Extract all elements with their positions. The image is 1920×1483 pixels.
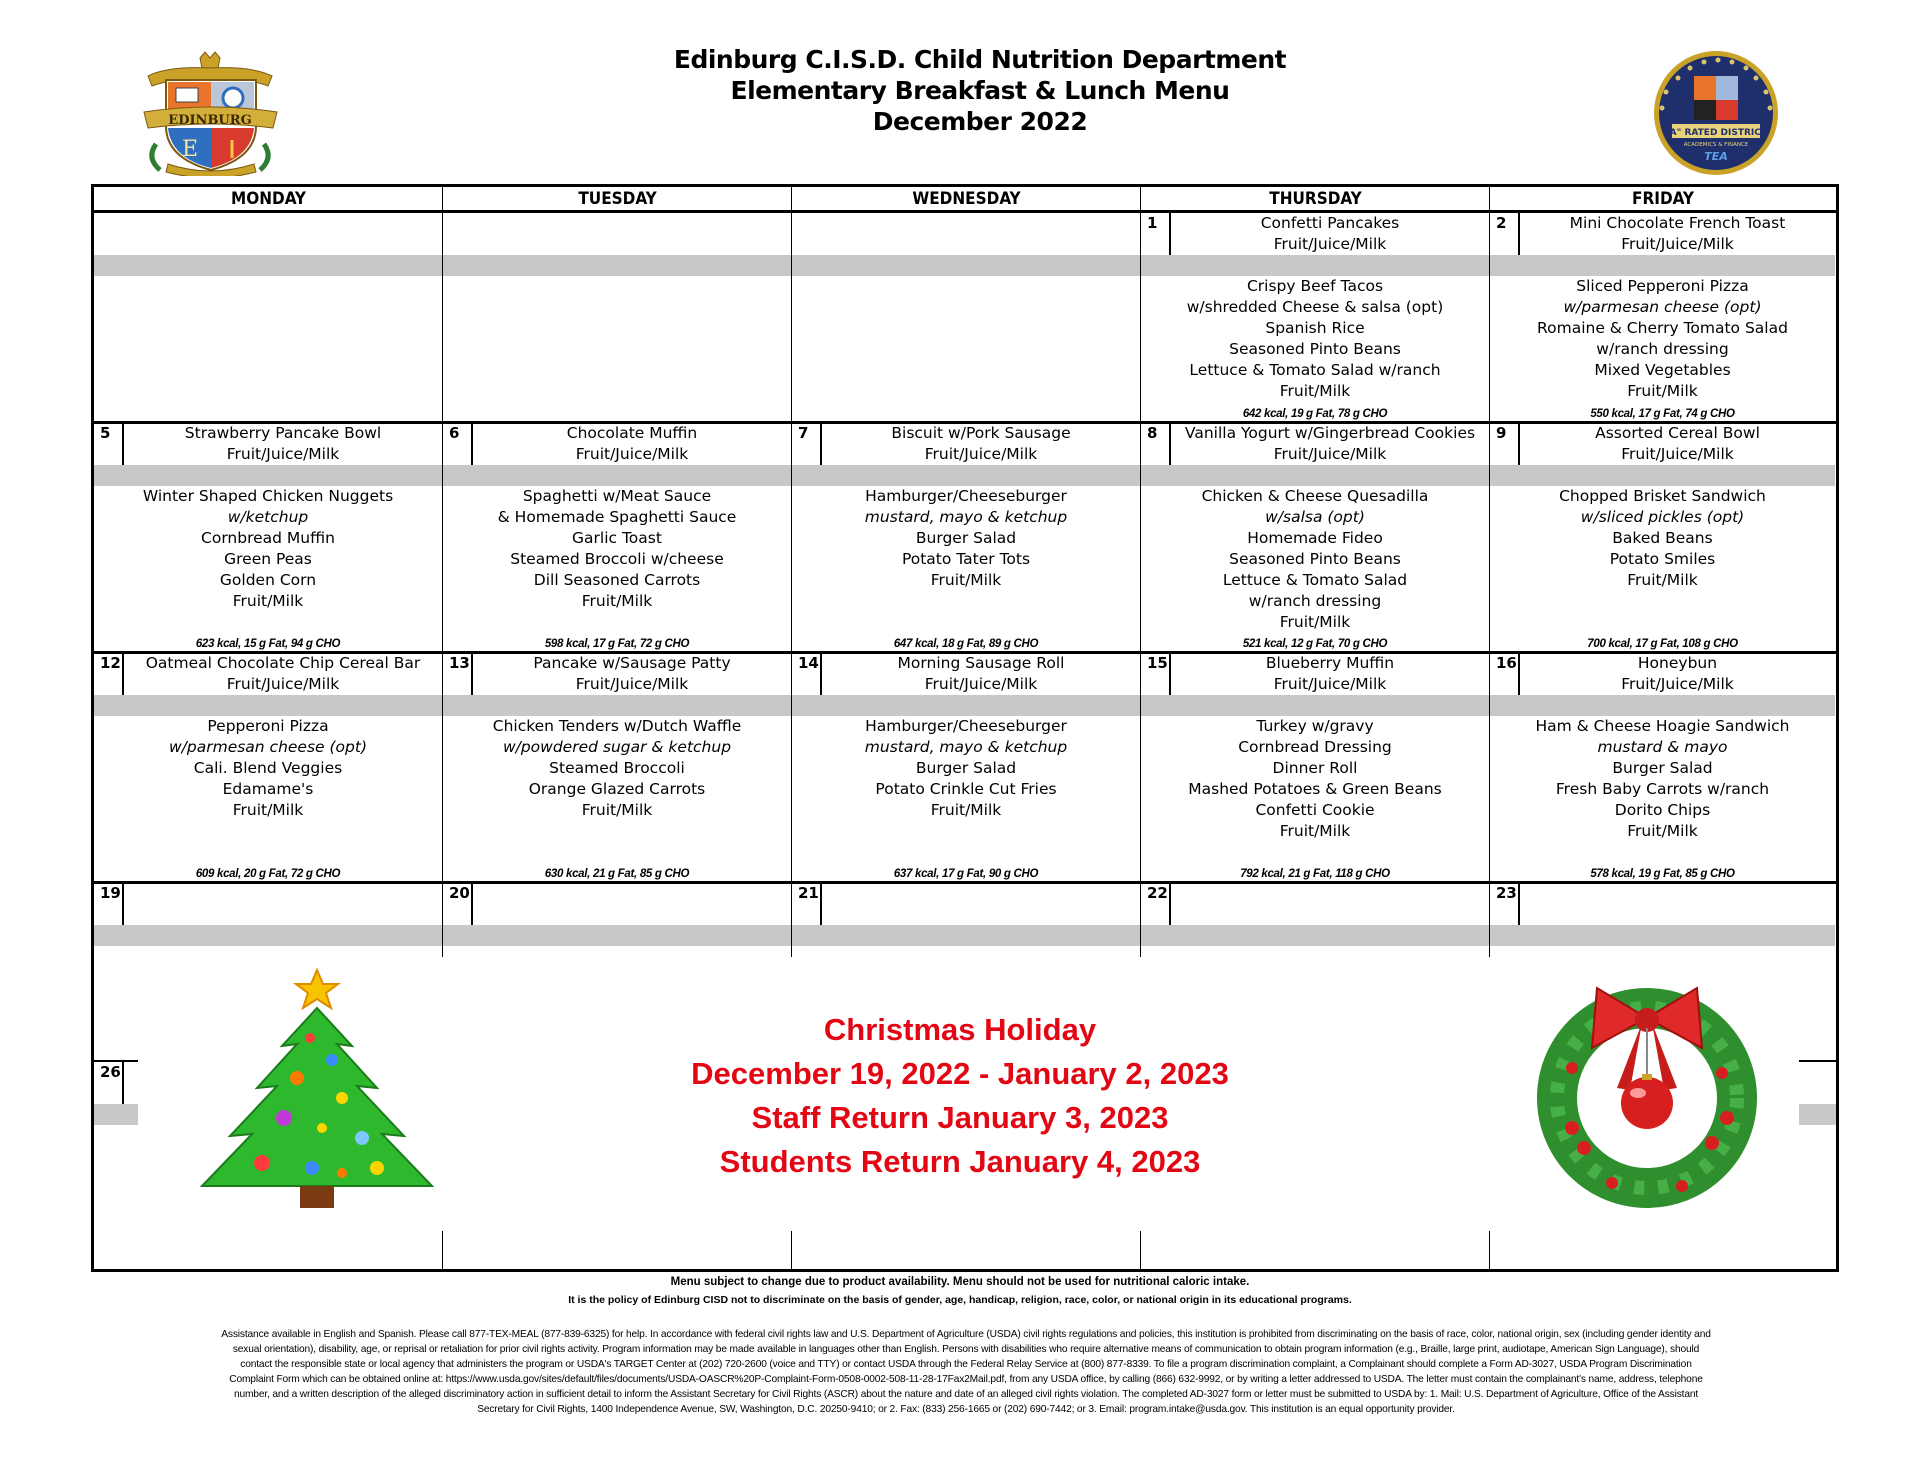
lunch-item: Burger Salad — [915, 759, 1017, 777]
lunch-item: Potato Tater Tots — [901, 550, 1031, 568]
lunch-item: Dinner Roll — [1272, 759, 1358, 777]
lunch-item: Mixed Vegetables — [1594, 361, 1731, 379]
breakfast-item: Vanilla Yogurt w/Gingerbread Cookies — [1184, 424, 1476, 442]
breakfast-item: Fruit/Juice/Milk — [1621, 445, 1734, 463]
lunch-item: Garlic Toast — [572, 529, 662, 547]
day-cell — [443, 653, 791, 883]
day-cell — [94, 213, 442, 423]
breakfast-menu — [822, 423, 1140, 465]
meal-separator-band — [1490, 465, 1835, 486]
day-cell — [1141, 423, 1489, 653]
nutrition-info: 550 kcal, 17 g Fat, 74 g CHO — [1590, 408, 1735, 420]
lunch-item: Crispy Beef Tacos — [1246, 277, 1384, 295]
lunch-menu — [94, 716, 442, 821]
nutrition-info: 609 kcal, 20 g Fat, 72 g CHO — [195, 868, 341, 880]
day-number: 23 — [1490, 883, 1520, 925]
lunch-item: Potato Smiles — [1609, 550, 1716, 568]
lunch-item: Green Peas — [224, 550, 312, 568]
lunch-item: Lettuce & Tomato Salad — [1222, 571, 1408, 589]
condiment-note: w/parmesan cheese (opt) — [168, 738, 368, 756]
breakfast-item: Chocolate Muffin — [566, 424, 698, 442]
lunch-item: Seasoned Pinto Beans — [1229, 550, 1401, 568]
breakfast-menu — [1520, 653, 1835, 695]
lunch-item: Spanish Rice — [1265, 319, 1365, 337]
lunch-item: Fresh Baby Carrots w/ranch — [1555, 780, 1770, 798]
nutrition-info: 792 kcal, 21 g Fat, 118 g CHO — [1240, 868, 1390, 880]
meal-separator-band — [792, 695, 1140, 716]
page-title-menu: Elementary Breakfast & Lunch Menu — [730, 76, 1230, 105]
lunch-item: Seasoned Pinto Beans — [1229, 340, 1401, 358]
breakfast-menu — [473, 423, 791, 465]
day-number: 15 — [1141, 653, 1171, 695]
breakfast-item: Fruit/Juice/Milk — [1621, 235, 1734, 253]
day-cell — [1490, 213, 1835, 423]
lunch-item: Fruit/Milk — [581, 801, 653, 819]
lunch-item: Fruit/Milk — [930, 571, 1002, 589]
usda-legal-statement — [96, 1327, 1836, 1417]
condiment-note: mustard, mayo & ketchup — [864, 508, 1068, 526]
lunch-item: Lettuce & Tomato Salad w/ranch — [1189, 361, 1441, 379]
lunch-item: Romaine & Cherry Tomato Salad — [1537, 319, 1788, 337]
breakfast-item: Morning Sausage Roll — [897, 654, 1065, 672]
lunch-item: Fruit/Milk — [1627, 382, 1698, 400]
meal-separator-band — [1490, 925, 1835, 946]
lunch-item: Burger Salad — [1612, 759, 1713, 777]
breakfast-menu — [124, 653, 442, 695]
page-header — [0, 0, 1920, 180]
lunch-item: Fruit/Milk — [1279, 382, 1351, 400]
lunch-menu — [443, 486, 791, 612]
day-header-friday: FRIDAY — [1490, 187, 1836, 213]
meal-separator-band — [1141, 695, 1489, 716]
legal-line: Secretary for Civil Rights, 1400 Independence Avenue, SW, Washington, D.C. 20250-9410; or 2. Fax: (833) 256-1665 or (202) 690-7442; or 3. Email: program.intake@usda.gov. This institution is an equal opportunity provider. — [477, 1404, 1455, 1415]
lunch-item: Pepperoni Pizza — [207, 717, 329, 735]
lunch-item: Homemade Fideo — [1247, 529, 1383, 547]
lunch-item: w/ranch dressing — [1248, 592, 1382, 610]
lunch-item: Sliced Pepperoni Pizza — [1576, 277, 1749, 295]
day-number: 19 — [94, 883, 124, 925]
breakfast-menu — [1520, 213, 1835, 255]
day-header-tuesday: TUESDAY — [443, 187, 792, 213]
breakfast-item: Fruit/Juice/Milk — [575, 445, 689, 463]
menu-disclaimer: Menu subject to change due to product availability. Menu should not be used for nutritional caloric intake. — [670, 1276, 1250, 1288]
day-number: 8 — [1141, 423, 1171, 465]
meal-separator-band — [1490, 255, 1835, 276]
lunch-item: Spaghetti w/Meat Sauce — [522, 487, 712, 505]
breakfast-item: Strawberry Pancake Bowl — [184, 424, 382, 442]
lunch-item: Hamburger/Cheeseburger — [865, 487, 1067, 505]
lunch-item: Winter Shaped Chicken Nuggets — [142, 487, 394, 505]
lunch-item: Mashed Potatoes & Green Beans — [1188, 780, 1442, 798]
lunch-menu — [792, 716, 1140, 821]
nutrition-info: 642 kcal, 19 g Fat, 78 g CHO — [1242, 408, 1388, 420]
lunch-item: Steamed Broccoli — [549, 759, 685, 777]
breakfast-menu — [822, 653, 1140, 695]
lunch-item: Fruit/Milk — [1627, 822, 1698, 840]
svg-text:ACADEMICS & FINANCE: ACADEMICS & FINANCE — [1683, 142, 1749, 148]
breakfast-item: Fruit/Juice/Milk — [226, 675, 340, 693]
day-number: 7 — [792, 423, 822, 465]
day-number: 14 — [792, 653, 822, 695]
breakfast-item: Fruit/Juice/Milk — [1621, 675, 1734, 693]
legal-line: number, and a written description of the alleged discriminatory action in sufficient detail to inform the Assistant Secretary for Civil Rights (ASCR) about the nature and date of an alleged civil rights violation. The completed AD-3027 form or letter must be submitted to USDA by: 1. Mail: U.S. Department of Agriculture, Office of the Assistant — [233, 1389, 1699, 1400]
legal-line: Complaint Form which can be obtained online at: https://www.usda.gov/sites/default/files/documents/USDA-OASCR%20P-Complaint-Form-0508-0002-508-11-28-17Fax2Mail.pdf, from any USDA office, by calling (866) 632-9992, or by writing a letter addressed to USDA. The letter must contain the complainant's name, address, telephone — [229, 1374, 1703, 1385]
nutrition-info: 637 kcal, 17 g Fat, 90 g CHO — [893, 868, 1039, 880]
lunch-menu — [1141, 716, 1489, 842]
lunch-item: Steamed Broccoli w/cheese — [510, 550, 724, 568]
breakfast-item: Fruit/Juice/Milk — [226, 445, 340, 463]
lunch-menu — [1141, 486, 1489, 633]
lunch-item: Cali. Blend Veggies — [193, 759, 343, 777]
holiday-notice — [0, 1008, 1920, 1184]
day-cell — [1490, 423, 1835, 653]
meal-separator-band — [94, 695, 442, 716]
lunch-item: Cornbread Muffin — [201, 529, 335, 547]
legal-line: contact the responsible state or local agency that administers the program or USDA's TARGET Center at (202) 720-2600 (voice and TTY) or contact USDA through the Federal Relay Service at (800) 877-8339. To file a program discrimination complaint, a Complainant should complete a Form AD-3027, USDA Program Discrimination — [240, 1359, 1692, 1370]
breakfast-item: Oatmeal Chocolate Chip Cereal Bar — [145, 654, 421, 672]
students-return-date: Students Return January 4, 2023 — [719, 1144, 1201, 1179]
day-number: 13 — [443, 653, 473, 695]
meal-separator-band — [1141, 465, 1489, 486]
lunch-item: Potato Crinkle Cut Fries — [875, 780, 1057, 798]
svg-text:E: E — [181, 137, 199, 162]
day-cell — [443, 423, 791, 653]
condiment-note: w/ketchup — [227, 508, 309, 526]
page-title-district: Edinburg C.I.S.D. Child Nutrition Department — [673, 45, 1287, 74]
condiment-note: w/salsa (opt) — [1265, 508, 1365, 526]
lunch-menu — [443, 716, 791, 821]
day-number: 2 — [1490, 213, 1520, 255]
meal-separator-band — [443, 695, 791, 716]
svg-text:TEA: TEA — [1704, 150, 1728, 163]
legal-line: sexual orientation), disability, age, or reprisal or retaliation for prior civil rights activity. Program information may be made available in languages other than English. Persons with disabilities who require alternative means of communication to obtain program information (e.g., Braille, large print, audiotape, American Sign Language), should — [232, 1344, 1700, 1355]
day-number: 1 — [1141, 213, 1171, 255]
day-cell — [94, 653, 442, 883]
lunch-item: Orange Glazed Carrots — [528, 780, 706, 798]
lunch-item: Dorito Chips — [1614, 801, 1711, 819]
breakfast-menu — [124, 423, 442, 465]
lunch-item: & Homemade Spaghetti Sauce — [497, 508, 737, 526]
day-header-thursday: THURSDAY — [1141, 187, 1490, 213]
lunch-item: Burger Salad — [915, 529, 1017, 547]
lunch-menu — [94, 486, 442, 612]
breakfast-menu — [1171, 423, 1489, 465]
lunch-item: Fruit/Milk — [232, 801, 304, 819]
lunch-item: Fruit/Milk — [930, 801, 1002, 819]
breakfast-menu — [1171, 653, 1489, 695]
breakfast-item: Confetti Pancakes — [1260, 214, 1400, 232]
meal-separator-band — [443, 925, 791, 946]
lunch-menu — [1490, 276, 1835, 402]
day-number: 5 — [94, 423, 124, 465]
condiment-note: w/powdered sugar & ketchup — [502, 738, 732, 756]
breakfast-item: Pancake w/Sausage Patty — [533, 654, 731, 672]
lunch-item: Chopped Brisket Sandwich — [1559, 487, 1766, 505]
day-number: 26 — [94, 1062, 124, 1104]
day-cell — [1490, 653, 1835, 883]
nutrition-info: 700 kcal, 17 g Fat, 108 g CHO — [1587, 638, 1738, 650]
lunch-item: Fruit/Milk — [1627, 571, 1698, 589]
legal-line: Assistance available in English and Spanish. Please call 877-TEX-MEAL (877-839-6325) for help. In accordance with federal civil rights law and U.S. Department of Agriculture (USDA) civil rights regulations and policies, this institution is prohibited from discriminating on the basis of race, color, national origin, sex (including gender identity and — [221, 1329, 1711, 1340]
lunch-item: w/shredded Cheese & salsa (opt) — [1186, 298, 1444, 316]
breakfast-item: Biscuit w/Pork Sausage — [891, 424, 1071, 442]
day-cell — [443, 213, 791, 423]
breakfast-item: Fruit/Juice/Milk — [924, 675, 1038, 693]
nutrition-info: 647 kcal, 18 g Fat, 89 g CHO — [893, 638, 1039, 650]
lunch-item: Edamame's — [222, 780, 314, 798]
meal-separator-band — [443, 255, 791, 276]
lunch-item: Fruit/Milk — [232, 592, 304, 610]
day-number: 20 — [443, 883, 473, 925]
day-cell — [792, 653, 1140, 883]
meal-separator-band — [792, 255, 1140, 276]
breakfast-item: Mini Chocolate French Toast — [1569, 214, 1786, 232]
day-cell — [1141, 653, 1489, 883]
lunch-item: Fruit/Milk — [1279, 613, 1351, 631]
meal-separator-band — [792, 465, 1140, 486]
breakfast-item: Fruit/Juice/Milk — [924, 445, 1038, 463]
nutrition-info: 630 kcal, 21 g Fat, 85 g CHO — [544, 868, 690, 880]
lunch-item: Chicken Tenders w/Dutch Waffle — [492, 717, 742, 735]
day-cell — [792, 423, 1140, 653]
day-header-monday: MONDAY — [94, 187, 443, 213]
meal-separator-band — [792, 925, 1140, 946]
breakfast-item: Fruit/Juice/Milk — [1273, 235, 1387, 253]
lunch-menu — [1490, 486, 1835, 591]
breakfast-item: Blueberry Muffin — [1265, 654, 1395, 672]
day-cell — [792, 213, 1140, 423]
breakfast-item: Honeybun — [1637, 654, 1718, 672]
day-number: 16 — [1490, 653, 1520, 695]
breakfast-menu — [473, 653, 791, 695]
day-cell — [1141, 213, 1489, 423]
breakfast-item: Fruit/Juice/Milk — [575, 675, 689, 693]
lunch-menu — [1141, 276, 1489, 402]
day-cell — [94, 423, 442, 653]
nutrition-info: 578 kcal, 19 g Fat, 85 g CHO — [1590, 868, 1735, 880]
meal-separator-band — [443, 465, 791, 486]
lunch-item: w/ranch dressing — [1596, 340, 1729, 358]
lunch-item: Hamburger/Cheeseburger — [865, 717, 1067, 735]
condiment-note: mustard & mayo — [1597, 738, 1728, 756]
lunch-menu — [1490, 716, 1835, 842]
day-number: 22 — [1141, 883, 1171, 925]
lunch-menu — [792, 486, 1140, 591]
breakfast-item: Assorted Cereal Bowl — [1595, 424, 1760, 442]
condiment-note: w/sliced pickles (opt) — [1580, 508, 1745, 526]
breakfast-item: Fruit/Juice/Milk — [1273, 445, 1387, 463]
lunch-item: Dill Seasoned Carrots — [533, 571, 701, 589]
svg-text:EDINBURG: EDINBURG — [168, 113, 252, 128]
lunch-item: Confetti Cookie — [1255, 801, 1375, 819]
lunch-item: Turkey w/gravy — [1256, 717, 1374, 735]
holiday-dates: December 19, 2022 - January 2, 2023 — [691, 1056, 1229, 1091]
meal-separator-band — [1141, 925, 1489, 946]
lunch-item: Chicken & Cheese Quesadilla — [1201, 487, 1429, 505]
breakfast-menu — [1171, 213, 1489, 255]
meal-separator-band — [94, 925, 442, 946]
lunch-item: Fruit/Milk — [1279, 822, 1351, 840]
svg-text:"A" RATED DISTRICT: "A" RATED DISTRICT — [1664, 128, 1768, 138]
meal-separator-band — [1490, 695, 1835, 716]
nondiscrimination-policy: It is the policy of Edinburg CISD not to discriminate on the basis of gender, age, handicap, religion, race, color, or national origin in its educational programs. — [568, 1294, 1352, 1306]
meal-separator-band — [94, 255, 442, 276]
nutrition-info: 598 kcal, 17 g Fat, 72 g CHO — [544, 638, 690, 650]
day-number: 21 — [792, 883, 822, 925]
lunch-item: Fruit/Milk — [581, 592, 653, 610]
day-number: 12 — [94, 653, 124, 695]
condiment-note: w/parmesan cheese (opt) — [1563, 298, 1762, 316]
lunch-item: Golden Corn — [219, 571, 317, 589]
holiday-title: Christmas Holiday — [823, 1012, 1097, 1047]
page-title-month: December 2022 — [872, 107, 1088, 136]
lunch-item: Ham & Cheese Hoagie Sandwich — [1535, 717, 1790, 735]
day-number: 6 — [443, 423, 473, 465]
nutrition-info: 521 kcal, 12 g Fat, 70 g CHO — [1242, 638, 1388, 650]
lunch-item: Cornbread Dressing — [1238, 738, 1392, 756]
condiment-note: mustard, mayo & ketchup — [864, 738, 1068, 756]
meal-separator-band — [94, 465, 442, 486]
breakfast-item: Fruit/Juice/Milk — [1273, 675, 1387, 693]
a-rated-district-seal-icon — [1648, 48, 1784, 178]
day-number: 9 — [1490, 423, 1520, 465]
meal-separator-band — [1141, 255, 1489, 276]
nutrition-info: 623 kcal, 15 g Fat, 94 g CHO — [195, 638, 341, 650]
lunch-item: Baked Beans — [1612, 529, 1713, 547]
staff-return-date: Staff Return January 3, 2023 — [751, 1100, 1169, 1135]
day-header-wednesday: WEDNESDAY — [792, 187, 1141, 213]
breakfast-menu — [1520, 423, 1835, 465]
